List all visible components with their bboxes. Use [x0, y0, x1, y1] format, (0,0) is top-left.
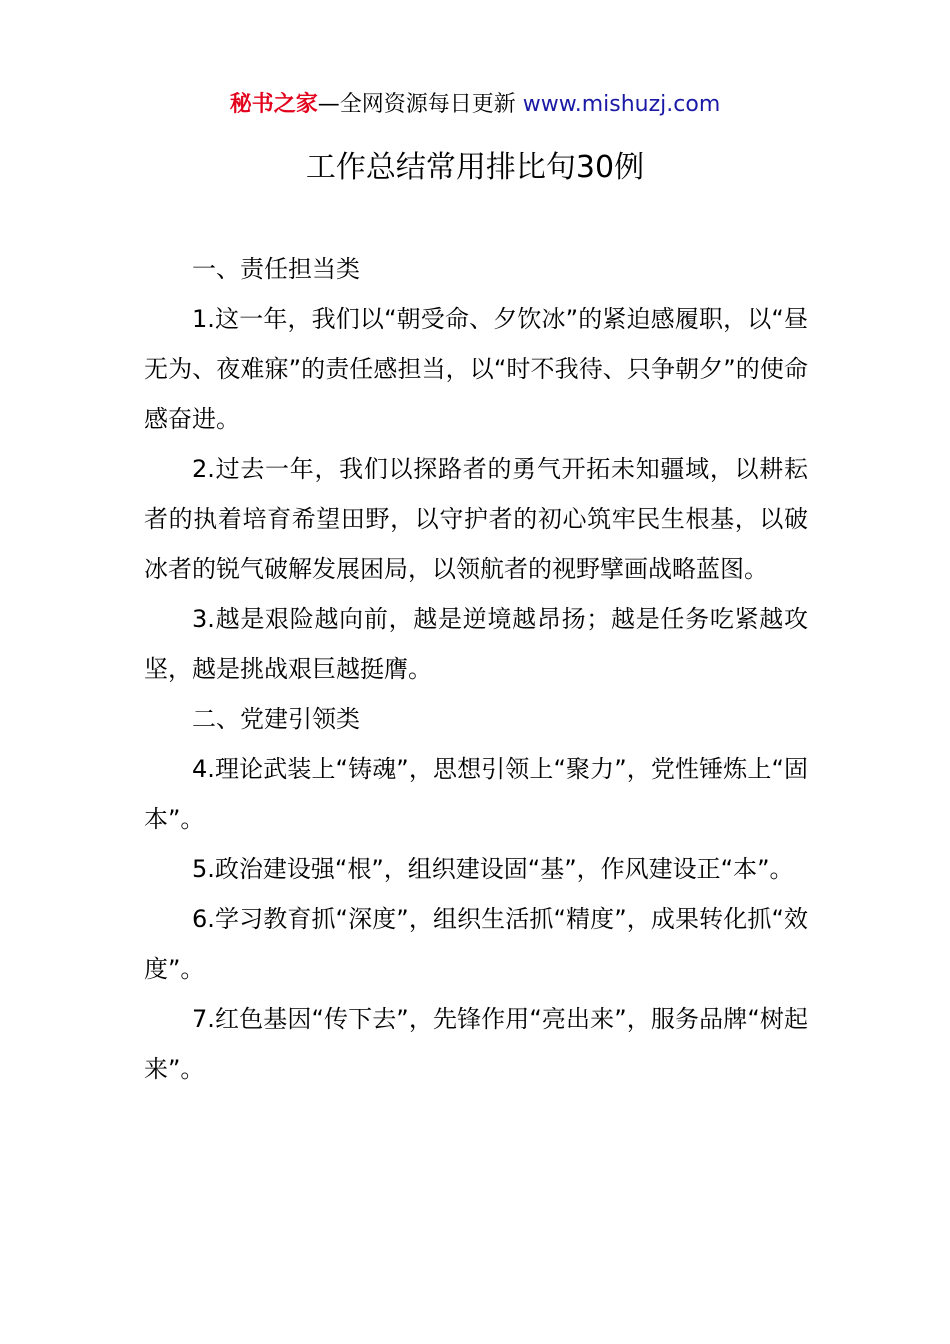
paragraph: 4.理论武装上“铸魂”，思想引领上“聚力”，党性锤炼上“固本”。	[144, 755, 808, 833]
paragraph: 6.学习教育抓“深度”，组织生活抓“精度”，成果转化抓“效度”。	[144, 905, 808, 983]
header-tagline: —全网资源每日更新	[317, 92, 523, 117]
brand-name: 秘书之家	[229, 92, 318, 117]
document-body	[144, 244, 808, 1094]
document-title: 工作总结常用排比句30例	[305, 150, 645, 185]
site-header	[0, 88, 950, 122]
paragraph: 3.越是艰险越向前，越是逆境越昂扬；越是任务吃紧越攻坚，越是挑战艰巨越挺膺。	[144, 605, 808, 683]
paragraph: 1.这一年，我们以“朝受命、夕饮冰”的紧迫感履职，以“昼无为、夜难寐”的责任感担当，以“时不我待、只争朝夕”的使命感奋进。	[144, 305, 808, 433]
site-url-link[interactable]: www.mishuzj.com	[522, 92, 721, 117]
section-heading: 二、党建引领类	[192, 705, 360, 733]
paragraph: 5.政治建设强“根”，组织建设固“基”，作风建设正“本”。	[192, 855, 794, 883]
paragraph: 7.红色基因“传下去”，先锋作用“亮出来”，服务品牌“树起来”。	[144, 1005, 808, 1083]
section-heading: 一、责任担当类	[192, 255, 360, 283]
paragraph: 2.过去一年，我们以探路者的勇气开拓未知疆域，以耕耘者的执着培育希望田野，以守护者的初心筑牢民生根基，以破冰者的锐气破解发展困局，以领航者的视野擘画战略蓝图。	[144, 455, 808, 583]
